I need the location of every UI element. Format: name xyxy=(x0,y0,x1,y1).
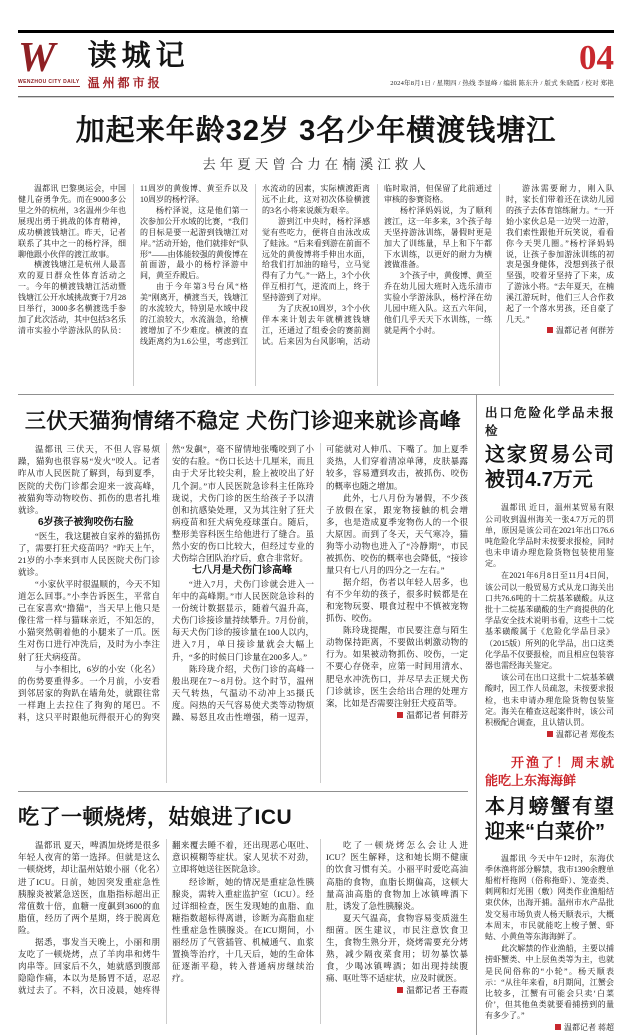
byline-marker xyxy=(397,987,403,993)
byline-marker xyxy=(547,327,553,333)
byline-text: 温都记者 蒋超 xyxy=(564,1023,614,1033)
article-customs-fine xyxy=(485,405,614,740)
right-zone xyxy=(476,395,614,1034)
byline-marker xyxy=(397,712,403,718)
paragraph: 温都讯 今天中午12时，东海伏季休渔将部分解禁，我市1390余艘单船桁杆拖网（俗称拖虾）、笼壶类、刺网和灯光围（敷）网类作业渔船结束伏休，出海开捕。温州市水产品批发交易市场负责人杨天顺表示，大概本周末，市民就能吃上梭子蟹、虾蛄、小黄鱼等东海海鲜了。 xyxy=(485,853,614,941)
article-fishing-season xyxy=(485,754,614,1033)
paragraph: 温都讯 近日，温州某贸易有限公司收到温州海关一张4.7万元的罚单，原因是该公司在2021年出口76.6吨危险化学品时未按要求报检，同时也未申请办理危险货物包装使用鉴定。 xyxy=(485,503,614,569)
paragraph: 该公司在出口这批十二烷基苯磺酸时，因工作人员疏忽，未按要求报检，也未申请办理危险货物包装鉴定。海关在稽查这起案件时，该公司积极配合调查，且认错认罚。 xyxy=(485,673,614,727)
paragraph: 陈玲珑提醒，市民要注意与陌生动物保持距离，不要做出刺激动物的行为。如果被动物抓伤、咬伤，一定不要心存侥幸，应第一时间用清水、肥皂水冲洗伤口，并尽早去正规犬伤门诊就诊，医生会给出合理的处理方案，比如是否需要注射狂犬疫苗等。 xyxy=(326,625,468,708)
main-headline: 加起来年龄32岁 3名少年横渡钱塘江 xyxy=(75,115,557,148)
sub-headline: 七八月是犬伤门诊高峰 xyxy=(192,564,292,576)
masthead-left xyxy=(18,35,190,91)
paragraph: 横渡钱塘江是杭州人最喜欢的夏日群众性体育活动之一。今年的横渡钱塘江活动暨钱塘江公开水域挑战赛于7月28日举行，3000多名横渡选手参加了此次活动，其中包括3名乐清市实验小学游泳队的队员：11周岁的黄俊博、黄至乔以及10周岁的杨柠泽。 xyxy=(18,184,248,335)
masthead-titles xyxy=(88,41,190,91)
logo-w-mark: W xyxy=(18,35,56,81)
byline xyxy=(326,984,468,996)
paragraph: 杨柠泽妈妈说，为了顺利渡江，这一年多来，3个孩子每天坚持游泳训练，暑假时更是加大了训练量，早上和下午都下水训练，以更好的耐力为横渡做准备。 xyxy=(384,206,492,270)
bbq-article-body xyxy=(18,839,468,1024)
paper-logo xyxy=(18,35,80,87)
paragraph: 在2021年6月8日至11月4日间，该公司以一般贸易方式从龙口海关出口共76.6吨的十二烷基苯磺酸。从这批十二烷基苯磺酸的生产商提供的化学品安全技术说明书看，这些十二烷基苯磺酸属于《危险化学品目录》（2015版）所列的化学品，出口这类化学品不仅要报检，而且相应包装容器也需经海关鉴定。 xyxy=(485,571,614,670)
lower-section xyxy=(18,395,614,1034)
paragraph: 游到江中央时，杨柠泽感觉有些吃力，便将自由泳改成了蛙泳。“后来看到游在前面不远处的黄俊博将手伸出水面，给我们打加油的暗号，立马觉得有了力气。”一路上，3个小伙伴互相打气，逆流而上，终于坚持游到了对岸。 xyxy=(262,216,370,303)
paragraph: 温都讯 夏天，啤酒加烧烤是很多年轻人夜宵的第一选择。但就是这么一顿烧烤，却让温州姑娘小丽（化名）进了ICU。日前，她因突发重症急性胰腺炎被紧急送医，血脂指标超出正常值数十倍，血糖一度飙到3600的血脂值，经历了两个星期，终于脱离危险。 xyxy=(18,840,160,935)
dog-article-headline: 三伏天猫狗情绪不稳定 犬伤门诊迎来就诊高峰 xyxy=(24,410,462,434)
paragraph: 3个孩子中，黄俊博、黄至乔在幼儿园大班时入选乐清市实验小学游泳队，杨柠泽在幼儿园中班入队。这五六年间，他们几乎天天下水训练，一练就是两个小时。 xyxy=(384,271,492,335)
paragraph: 温都讯 巴黎奥运会，中国健儿奋勇争先。而在9000多公里之外的杭州，3名温州少年也展现出勇于挑战的体育精神，成功横渡钱塘江。昨天，记者联系了其中之一的杨柠泽，细聊他跟小伙伴的渡江故事。 xyxy=(18,184,126,259)
byline xyxy=(326,709,468,721)
byline-marker xyxy=(547,731,553,737)
byline-marker xyxy=(555,1024,561,1030)
fishing-article-kicker: 开渔了！周末就能吃上东海海鲜 xyxy=(485,755,614,789)
paragraph: 此外，七八月份为暑假，不少孩子放假在家，跟宠物接触的机会增多，也是造成夏季宠物伤人的一个很大原因。而到了冬天，天气寒冷，猫狗等小动物也进入了“冷静期”，市民被抓伤、咬伤的概率也会降低，“接诊量只有七八月的四分之一左右。” xyxy=(326,492,468,575)
main-subhead: 去年夏天曾合力在楠溪江救人 xyxy=(202,157,430,173)
page-number: 04 xyxy=(579,38,614,77)
paragraph: 夏天气温高，食物容易变质滋生细菌。医生建议，市民注意饮食卫生，食物生熟分开，烧烤需要充分烤熟，减少隔夜菜食用；切勿暴饮暴食，少喝冰镇啤酒；如出现持续腹痛、呕吐等不适症状，应及时就医。 xyxy=(326,912,468,984)
article-main xyxy=(18,116,614,386)
paragraph: “医生，我这腿被自家养的猫抓伤了，需要打狂犬疫苗吗？”昨天上午，21岁的小李来到市人民医院犬伤门诊就诊。 xyxy=(18,530,160,578)
byline-text: 温都记者 王春霞 xyxy=(406,985,468,996)
bbq-article-headline: 吃了一顿烧烤，姑娘进了ICU xyxy=(18,806,293,830)
paper-name: 温州都市报 xyxy=(87,76,163,91)
byline xyxy=(485,1022,614,1033)
byline-text: 温都记者 何群芳 xyxy=(406,709,468,720)
paragraph: “进入7月，犬伤门诊就会进入一年中的高峰期。”市人民医院急诊科的一份统计数据显示，随着气温升高，犬伤门诊接诊量持续攀升。7月份前，每天犬伤门诊的接诊量在100人以内，进入7月，单日接诊量就会大幅上升，“多的时候日门诊量在200多人。” xyxy=(172,579,314,662)
paragraph: 陈玲珑介绍，犬伤门诊的高峰一般出现在7～8月份。这个时节，温州天气转热，气温动不动冲上35摄氏度。闷热的天气容易使犬类等动物烦躁、易怒且攻击性增强，稍一逗弄，可能就对人伸爪、下嘴了。加上夏季炎热，人们穿着清凉单薄，皮肤暴露较多，容易遭到攻击，被抓伤、咬伤的概率也随之增加。 xyxy=(172,444,468,722)
sub-headline: 6岁孩子被狗咬伤右脸 xyxy=(38,516,134,528)
logo-subtext: WENZHOU CITY DAILY xyxy=(18,79,80,87)
paragraph: 与小李相比，6岁的小安（化名）的伤势要重得多。一个月前，小安看到邻居家的狗趴在墙角处，就跟往常一样跑上去拉住了狗狗的尾巴。不料，这只平时跟他玩得很开心的狗突然“发飙”，毫不留情地张嘴咬到了小安的右脸。“伤口长达十几厘米，而且由于犬牙比较尖利，脸上被咬出了好几个洞。”市人民医院急诊科主任陈玲珑说，犬伤门诊的医生给孩子予以清创和抗感染处理，又为其注射了狂犬病疫苗和狂犬病免疫球蛋白。随后，整形美容科医生给他进行了缝合。虽然小安的伤口比较大，但经过专业的犬伤综合团队治疗后，愈合非常好。 xyxy=(18,444,314,722)
paragraph: 经诊断，她的情况是重症急性胰腺炎，需转入重症监护室（ICU）。经过详细检查，医生发现她的血脂、血糖指数超标得离谱，诊断为高脂血症性重症急性胰腺炎。在ICU期间，小丽经历了气管插管、机械通气、血浆置换等治疗，十几天后，她的生命体征逐渐平稳，转入普通病房继续治疗。 xyxy=(172,876,314,984)
paragraph: 为了庆祝10周岁，3个小伙伴本来计划去年就横渡钱塘江，还通过了组委会的赛前测试。后来因为台风影响，活动临时取消，但保留了此前通过审核的参赛资格。 xyxy=(262,184,492,346)
byline-text: 温都记者 何群芳 xyxy=(556,325,614,335)
main-article-body xyxy=(18,184,614,386)
customs-article-headline: 这家贸易公司被罚4.7万元 xyxy=(485,444,614,492)
paragraph: “小家伙平时很温顺的，今天不知道怎么回事。”小李告诉医生，平常自己在家喜欢“撸猫”，当天早上他只是像往常一样与猫咪亲近，不知怎的，小猫突然朝着他的小腿来了一爪。医生对伤口进行冲洗后，及时为小李注射了狂犬病疫苗。 xyxy=(18,579,160,662)
masthead-right xyxy=(390,38,614,88)
byline xyxy=(506,326,614,337)
left-zone xyxy=(18,395,476,1034)
paragraph: 吃了一顿烧烤怎么会让人进ICU？医生解释，这和她长期不健康的饮食习惯有关。小丽平时爱吃高油高脂的食物，血脂长期偏高，这顿大量高油高脂的食物加上冰镇啤酒下肚，诱发了急性胰腺炎。 xyxy=(326,840,468,911)
masthead-rule xyxy=(18,96,614,98)
section-title: 读城记 xyxy=(87,40,190,72)
byline-text: 温都记者 郑俊杰 xyxy=(556,730,614,740)
masthead xyxy=(18,30,614,91)
article-divider xyxy=(18,791,468,792)
paragraph: 游泳需要耐力，刚入队时，家长们带着还在读幼儿园的孩子去体育馆练耐力。“一开始小家伙总是一边哭一边游，我们索性跟他开玩笑说，看看你今天哭几圈。”杨柠泽妈妈说，让孩子参加游泳训练的初衷是强身健体，没想到孩子很坚强，咬着牙坚持了下来，成了游泳小将。“去年夏天，在楠溪江游玩时，他们三人合作救起了一个落水男孩，还自豪了几天。” xyxy=(506,184,614,324)
paragraph: 杨柠泽说，这是他们第一次参加公开水域的比赛，“我们的目标是要一起游到钱塘江对岸。”活动开始，他们就排好“队形”——由体能较强的黄俊博在前面游，最小的杨柠泽游中间，黄至乔殿后。 xyxy=(140,206,248,281)
dateline: 2024年8月1日 / 星期四 / 热线 李显峰 / 编辑 陈东升 / 版式 朱晓霞 / 校对 郑艳 xyxy=(390,80,614,88)
paragraph: 据介绍，伤者以年轻人居多，也有不少年幼的孩子，很多时候都是在和宠物玩耍、喂食过程中不慎被宠物抓伤、咬伤。 xyxy=(326,577,468,624)
dog-article-body xyxy=(18,443,468,783)
customs-article-kicker: 出口危险化学品未报检 xyxy=(485,406,614,438)
fishing-article-headline: 本月螃蟹有望迎来“白菜价” xyxy=(485,795,614,843)
article-bbq-icu xyxy=(18,801,468,1024)
byline xyxy=(485,729,614,740)
paragraph: 由于今年第3号台风“格美”刚离开，横渡当天，钱塘江的水流较大，特别是水域中段的江浪较大，水流湍急，给横渡增加了不少难度。横渡的直线距离约为1.6公里，考虑到江水流动的因素，实际横渡距离远不止此，这对初次体验横渡的3名小将来说颇为艰辛。 xyxy=(140,184,370,346)
paragraph: 据悉，事发当天晚上，小丽和朋友吃了一顿烧烤，点了羊肉串和烤牛肉串等。回家后不久，她就感到腹部隐隐作痛，本以为是肠胃不适，忍忍就过去了。不料，次日凌晨，她疼得翻来覆去睡不着，还出现恶心呕吐、意识模糊等症状。家人见状不对劲，立即将她送往医院急诊。 xyxy=(18,840,314,996)
article-dog-bites xyxy=(18,405,468,783)
paragraph: 温都讯 三伏天，不但人容易烦躁，猫狗也很容易“发火”咬人。记者昨从市人民医院了解到，每到夏季，医院的犬伤门诊都会迎来一波高峰，被猫狗等动物咬伤、抓伤的患者扎堆就诊。 xyxy=(18,444,160,515)
paragraph: 此次解禁的作业渔船，主要以捕捞虾蟹类、中上层鱼类等为主，也就是民间俗称的“小轮”。杨天顺表示：“从往年来看，8月期间，江蟹会比较多，江蟹有可能会只卖‘白菜价’，但其他鱼类就要看捕捞到的量有多少了。” xyxy=(485,944,614,1021)
